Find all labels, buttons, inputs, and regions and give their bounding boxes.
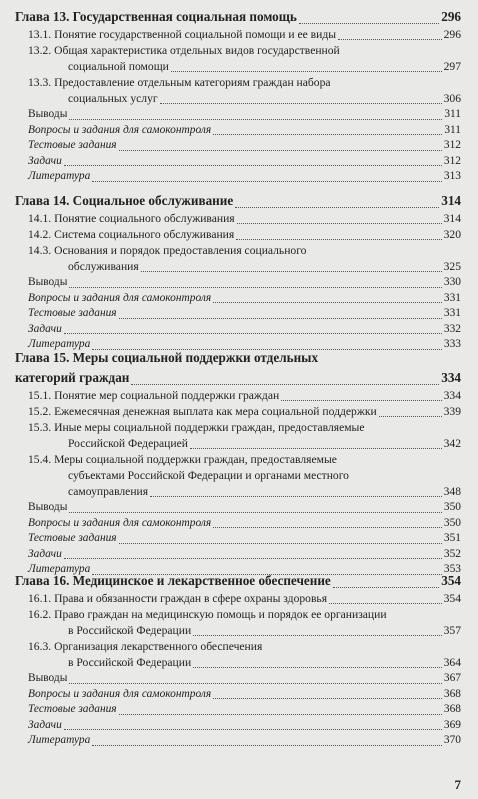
dot-leader bbox=[299, 23, 439, 24]
section-entry bbox=[15, 404, 461, 420]
extra-entry-text: Вопросы и задания для самоконтроля bbox=[28, 516, 212, 529]
section-entry-text: 14.1. Понятие социального обслуживания bbox=[28, 212, 235, 225]
section-entry bbox=[15, 259, 461, 275]
dot-leader bbox=[190, 448, 442, 449]
chapter-extras bbox=[15, 671, 461, 749]
extra-entry-text: Литература bbox=[28, 338, 91, 351]
section-list bbox=[15, 211, 461, 275]
extra-entry-page: 312 bbox=[443, 139, 461, 152]
section-list bbox=[15, 388, 461, 500]
section-entry-page: 364 bbox=[443, 656, 461, 669]
dot-leader bbox=[64, 558, 442, 559]
extra-entry bbox=[15, 154, 461, 170]
chapter-title-text: категорий граждан bbox=[15, 370, 130, 385]
chapter-title-page: 334 bbox=[441, 370, 461, 385]
chapter-extras bbox=[15, 107, 461, 185]
extra-entry bbox=[15, 531, 461, 547]
dot-leader bbox=[150, 496, 442, 497]
dot-leader bbox=[213, 698, 442, 699]
section-entry-page: 334 bbox=[443, 389, 461, 402]
dot-leader bbox=[213, 302, 442, 303]
chapter-block bbox=[15, 7, 461, 185]
extra-entry-page: 330 bbox=[443, 276, 461, 288]
page-number: 7 bbox=[454, 777, 461, 792]
extra-entry bbox=[15, 123, 461, 139]
extra-entry bbox=[15, 702, 461, 718]
section-entry-text: 14.2. Система социального обслуживания bbox=[28, 228, 235, 241]
extra-entry-page: 331 bbox=[443, 307, 461, 320]
extra-entry-text: Тестовые задания bbox=[28, 307, 117, 320]
dot-leader bbox=[119, 714, 442, 715]
section-entry bbox=[15, 484, 461, 500]
section-entry-text: самоуправления bbox=[68, 485, 149, 498]
extra-entry bbox=[15, 671, 461, 687]
extra-entry-page: 312 bbox=[443, 154, 461, 167]
chapter-title-line: Глава 15. Меры социальной поддержки отдельных bbox=[15, 350, 319, 365]
dot-leader bbox=[329, 603, 442, 604]
dot-leader bbox=[141, 271, 442, 272]
dot-leader bbox=[69, 119, 442, 120]
section-line: 16.2. Право граждан на медицинскую помощь и порядок ее организации bbox=[28, 608, 387, 621]
chapter-title-page: 296 bbox=[441, 9, 461, 24]
section-entry-page: 357 bbox=[443, 624, 461, 637]
section-entry-page: 296 bbox=[443, 28, 461, 41]
chapter-title bbox=[15, 191, 461, 211]
extra-entry bbox=[15, 107, 461, 123]
section-line: 16.3. Организация лекарственного обеспечения bbox=[28, 640, 263, 653]
dot-leader bbox=[333, 587, 439, 588]
extra-entry-text: Тестовые задания bbox=[28, 532, 117, 545]
extra-entry-page: 352 bbox=[443, 547, 461, 560]
chapter-title bbox=[15, 7, 461, 27]
section-entry-text: обслуживания bbox=[68, 260, 139, 273]
extra-entry-text: Задачи bbox=[28, 718, 62, 731]
dot-leader bbox=[92, 745, 442, 746]
dot-leader bbox=[119, 543, 442, 544]
dot-leader bbox=[64, 333, 442, 334]
extra-entry bbox=[15, 138, 461, 154]
section-line: 15.3. Иные меры социальной поддержки граждан, предоставляемые bbox=[28, 421, 365, 434]
chapter-block bbox=[15, 571, 461, 749]
section-entry-text: социальной помощи bbox=[68, 60, 169, 73]
chapter-title-page: 354 bbox=[441, 573, 461, 588]
extra-entry-page: 367 bbox=[443, 672, 461, 684]
section-entry-page: 314 bbox=[443, 212, 461, 225]
dot-leader bbox=[171, 71, 442, 72]
dot-leader bbox=[69, 512, 442, 513]
chapter-block bbox=[15, 348, 461, 578]
extra-entry-page: 370 bbox=[443, 734, 461, 747]
section-line: 13.2. Общая характеристика отдельных видов государственной bbox=[28, 44, 340, 57]
chapter-title-text: Глава 14. Социальное обслуживание bbox=[15, 193, 234, 208]
dot-leader bbox=[119, 150, 442, 151]
section-entry bbox=[15, 59, 461, 75]
section-entry bbox=[15, 91, 461, 107]
section-entry-page: 339 bbox=[443, 405, 461, 418]
extra-entry-text: Выводы bbox=[28, 501, 68, 513]
chapter-block bbox=[15, 191, 461, 353]
section-entry bbox=[15, 591, 461, 607]
chapter-title-text: Глава 16. Медицинское и лекарственное обеспечение bbox=[15, 573, 331, 588]
dot-leader bbox=[338, 39, 442, 40]
section-entry-page: 354 bbox=[443, 592, 461, 605]
chapter-extras bbox=[15, 500, 461, 578]
dot-leader bbox=[193, 667, 441, 668]
extra-entry bbox=[15, 275, 461, 291]
dot-leader bbox=[213, 527, 442, 528]
section-entry-text: 15.2. Ежемесячная денежная выплата как мера социальной поддержки bbox=[28, 405, 377, 418]
section-entry bbox=[15, 388, 461, 404]
extra-entry bbox=[15, 516, 461, 532]
dot-leader bbox=[237, 223, 442, 224]
section-entry-text: в Российской Федерации bbox=[68, 624, 192, 637]
section-line: 14.3. Основания и порядок предоставления социального bbox=[28, 244, 307, 257]
extra-entry-text: Литература bbox=[28, 734, 91, 747]
extra-entry-text: Выводы bbox=[28, 108, 68, 120]
extra-entry-text: Тестовые задания bbox=[28, 703, 117, 716]
section-entry-page: 342 bbox=[443, 437, 461, 450]
section-entry-text: 16.1. Права и обязанности граждан в сфере охраны здоровья bbox=[28, 592, 328, 605]
dot-leader bbox=[64, 165, 442, 166]
section-entry-text: в Российской Федерации bbox=[68, 656, 192, 669]
extra-entry bbox=[15, 500, 461, 516]
dot-leader bbox=[281, 400, 441, 401]
extra-entry-page: 353 bbox=[443, 563, 461, 576]
extra-entry-text: Выводы bbox=[28, 276, 68, 288]
extra-entry-text: Выводы bbox=[28, 672, 68, 684]
extra-entry bbox=[15, 306, 461, 322]
extra-entry-text: Литература bbox=[28, 563, 91, 576]
section-line: 15.4. Меры социальной поддержки граждан, предоставляемые bbox=[28, 453, 337, 466]
extra-entry-page: 368 bbox=[443, 687, 461, 700]
section-entry-page: 306 bbox=[443, 92, 461, 105]
extra-entry bbox=[15, 547, 461, 563]
extra-entry-page: 368 bbox=[443, 703, 461, 716]
extra-entry bbox=[15, 291, 461, 307]
extra-entry bbox=[15, 322, 461, 338]
chapter-title-page: 314 bbox=[441, 193, 461, 208]
dot-leader bbox=[131, 384, 439, 385]
extra-entry-page: 333 bbox=[443, 338, 461, 351]
extra-entry-page: 313 bbox=[443, 170, 461, 183]
section-entry bbox=[15, 27, 461, 43]
section-list bbox=[15, 591, 461, 671]
section-entry-text: 15.1. Понятие мер социальной поддержки граждан bbox=[28, 389, 280, 402]
section-entry bbox=[15, 655, 461, 671]
chapter-extras bbox=[15, 275, 461, 353]
section-entry bbox=[15, 211, 461, 227]
extra-entry-page: 331 bbox=[443, 291, 461, 304]
extra-entry-page: 350 bbox=[443, 516, 461, 529]
section-entry-page: 320 bbox=[443, 228, 461, 241]
extra-entry-text: Вопросы и задания для самоконтроля bbox=[28, 123, 212, 136]
section-entry-page: 325 bbox=[443, 260, 461, 273]
section-list bbox=[15, 27, 461, 107]
section-entry bbox=[15, 623, 461, 639]
dot-leader bbox=[69, 287, 442, 288]
extra-entry-page: 350 bbox=[443, 501, 461, 513]
extra-entry-text: Литература bbox=[28, 170, 91, 183]
extra-entry-text: Вопросы и задания для самоконтроля bbox=[28, 687, 212, 700]
dot-leader bbox=[69, 683, 442, 684]
extra-entry-page: 311 bbox=[444, 123, 461, 136]
section-entry-text: социальных услуг bbox=[68, 92, 158, 105]
extra-entry-page: 311 bbox=[444, 108, 461, 120]
dot-leader bbox=[193, 635, 441, 636]
chapter-title bbox=[15, 368, 461, 388]
dot-leader bbox=[379, 416, 442, 417]
extra-entry-text: Задачи bbox=[28, 154, 62, 167]
extra-entry bbox=[15, 169, 461, 185]
section-line: субъектами Российской Федерации и органами местного bbox=[68, 469, 349, 482]
extra-entry-text: Задачи bbox=[28, 322, 62, 335]
section-entry bbox=[15, 227, 461, 243]
section-entry bbox=[15, 436, 461, 452]
section-entry-page: 348 bbox=[443, 485, 461, 498]
extra-entry-page: 351 bbox=[443, 532, 461, 545]
section-entry-text: 13.1. Понятие государственной социальной помощи и ее виды bbox=[28, 28, 337, 41]
section-entry-page: 297 bbox=[443, 60, 461, 73]
dot-leader bbox=[92, 181, 442, 182]
extra-entry-text: Задачи bbox=[28, 547, 62, 560]
dot-leader bbox=[119, 318, 442, 319]
dot-leader bbox=[64, 729, 442, 730]
extra-entry-text: Тестовые задания bbox=[28, 139, 117, 152]
section-entry-text: Российской Федерацией bbox=[68, 437, 188, 450]
chapter-title bbox=[15, 571, 461, 591]
dot-leader bbox=[235, 207, 439, 208]
extra-entry bbox=[15, 718, 461, 734]
section-line: 13.3. Предоставление отдельным категориям граждан набора bbox=[28, 76, 331, 89]
dot-leader bbox=[160, 103, 442, 104]
chapter-title-text: Глава 13. Государственная социальная помощь bbox=[15, 9, 297, 24]
extra-entry bbox=[15, 687, 461, 703]
dot-leader bbox=[236, 239, 441, 240]
extra-entry bbox=[15, 733, 461, 749]
extra-entry-text: Вопросы и задания для самоконтроля bbox=[28, 291, 212, 304]
dot-leader bbox=[213, 134, 442, 135]
extra-entry-page: 332 bbox=[443, 322, 461, 335]
extra-entry-page: 369 bbox=[443, 718, 461, 731]
